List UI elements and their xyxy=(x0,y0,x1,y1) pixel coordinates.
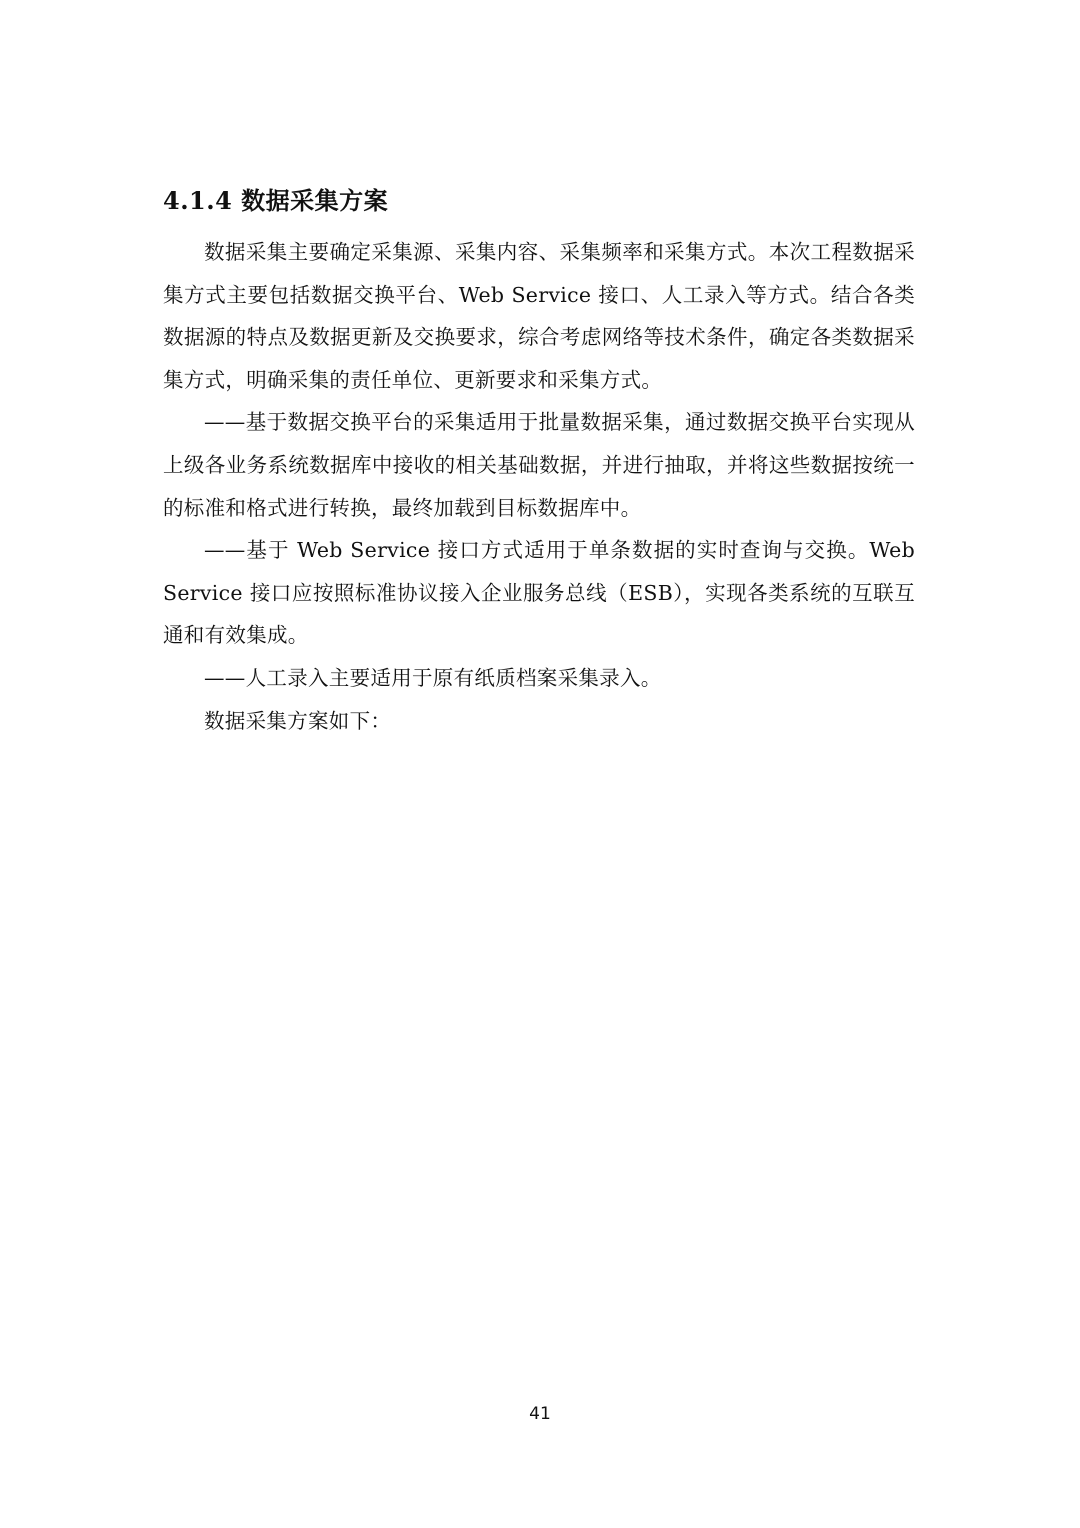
paragraph-scheme-intro: 数据采集方案如下： xyxy=(204,708,392,733)
paragraph-exchange-platform: ——基于数据交换平台的采集适用于批量数据采集，通过数据交换平台实现从上级各业务系统数据库中接收的相关基础数据，并进行抽取，并将这些数据按统一的标准和格式进行转换，最终加载到目标数据库中。 xyxy=(163,410,915,520)
page-number: 41 xyxy=(529,1404,551,1424)
paragraph-overview: 数据采集主要确定采集源、采集内容、采集频率和采集方式。本次工程数据采集方式主要包括数据交换平台、Web Service 接口、人工录入等方式。结合各类数据源的特点及数据更新及交换要求，综合考虑网络等技术条件，确定各类数据采集方式，明确采集的责任单位、更新要求和采集方式。 xyxy=(163,240,915,392)
body-text xyxy=(163,231,915,742)
section-heading: 4.1.4 数据采集方案 xyxy=(163,186,389,215)
paragraph-web-service: ——基于 Web Service 接口方式适用于单条数据的实时查询与交换。Web Service 接口应按照标准协议接入企业服务总线（ESB），实现各类系统的互联互通和有效集成。 xyxy=(163,538,915,648)
paragraph-manual-entry: ——人工录入主要适用于原有纸质档案采集录入。 xyxy=(204,665,662,690)
